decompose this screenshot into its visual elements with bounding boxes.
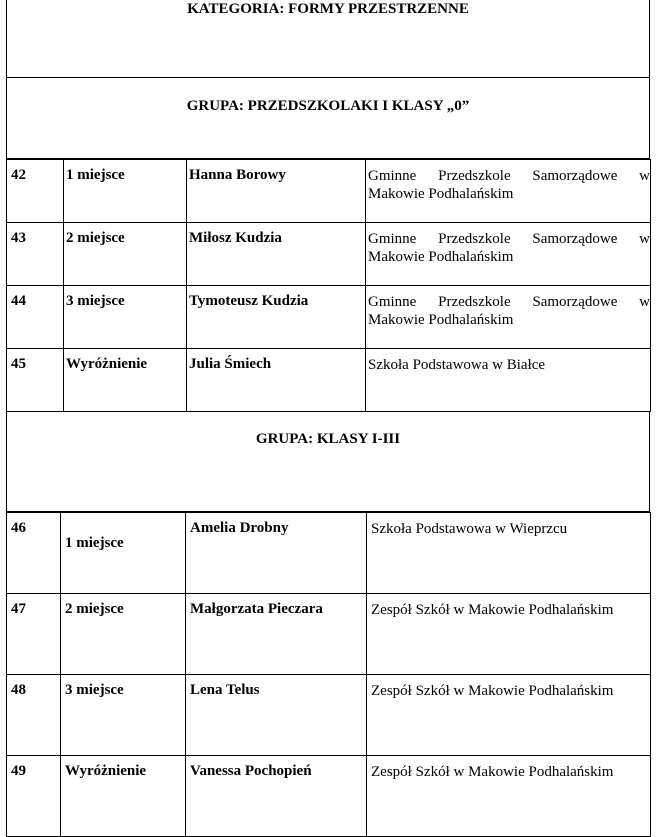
entry-number: 43 <box>7 223 64 286</box>
entry-school: Gminne Przedszkole Samorządowe w Makowie Podhalańskim <box>366 160 651 223</box>
entry-name: Miłosz Kudzia <box>187 223 366 286</box>
entry-number: 45 <box>7 349 64 412</box>
entry-place: Wyróżnienie <box>64 349 187 412</box>
category-header <box>6 0 650 78</box>
table-row <box>7 223 651 286</box>
entry-name: Lena Telus <box>186 675 367 756</box>
entry-number: 44 <box>7 286 64 349</box>
entry-place: Wyróżnienie <box>61 756 186 837</box>
entry-name: Vanessa Pochopień <box>186 756 367 837</box>
entry-number: 49 <box>7 756 61 837</box>
results-document <box>6 0 650 837</box>
entry-place: 3 miejsce <box>61 675 186 756</box>
table-row <box>7 160 651 223</box>
entry-place: 2 miejsce <box>64 223 187 286</box>
table-row <box>7 756 651 837</box>
table-row <box>7 286 651 349</box>
entry-name: Amelia Drobny <box>186 513 367 594</box>
group-header-grades <box>6 412 650 512</box>
category-title: KATEGORIA: FORMY PRZESTRZENNE <box>187 1 469 17</box>
entry-number: 42 <box>7 160 64 223</box>
table-row <box>7 349 651 412</box>
entry-place: 2 miejsce <box>61 594 186 675</box>
entry-name: Julia Śmiech <box>187 349 366 412</box>
entry-place: 3 miejsce <box>64 286 187 349</box>
entry-school: Zespół Szkół w Makowie Podhalańskim <box>367 594 651 675</box>
group-header-preschool <box>6 78 650 159</box>
entry-name: Tymoteusz Kudzia <box>187 286 366 349</box>
results-table-preschool <box>6 159 651 412</box>
entry-name: Hanna Borowy <box>187 160 366 223</box>
entry-place: 1 miejsce <box>61 513 186 594</box>
table-row <box>7 513 651 594</box>
entry-school: Zespół Szkół w Makowie Podhalańskim <box>367 756 651 837</box>
entry-number: 47 <box>7 594 61 675</box>
results-table-grades <box>6 512 651 837</box>
entry-school: Gminne Przedszkole Samorządowe w Makowie Podhalańskim <box>366 223 651 286</box>
group-title: GRUPA: KLASY I-III <box>255 431 401 447</box>
table-row <box>7 594 651 675</box>
entry-school: Szkoła Podstawowa w Wieprzcu <box>367 513 651 594</box>
entry-place: 1 miejsce <box>64 160 187 223</box>
entry-name: Małgorzata Pieczara <box>186 594 367 675</box>
group-title: GRUPA: PRZEDSZKOLAKI I KLASY „0” <box>186 98 470 114</box>
entry-school: Gminne Przedszkole Samorządowe w Makowie Podhalańskim <box>366 286 651 349</box>
entry-school: Szkoła Podstawowa w Białce <box>366 349 651 412</box>
table-row <box>7 675 651 756</box>
entry-number: 46 <box>7 513 61 594</box>
entry-number: 48 <box>7 675 61 756</box>
entry-school: Zespół Szkół w Makowie Podhalańskim <box>367 675 651 756</box>
